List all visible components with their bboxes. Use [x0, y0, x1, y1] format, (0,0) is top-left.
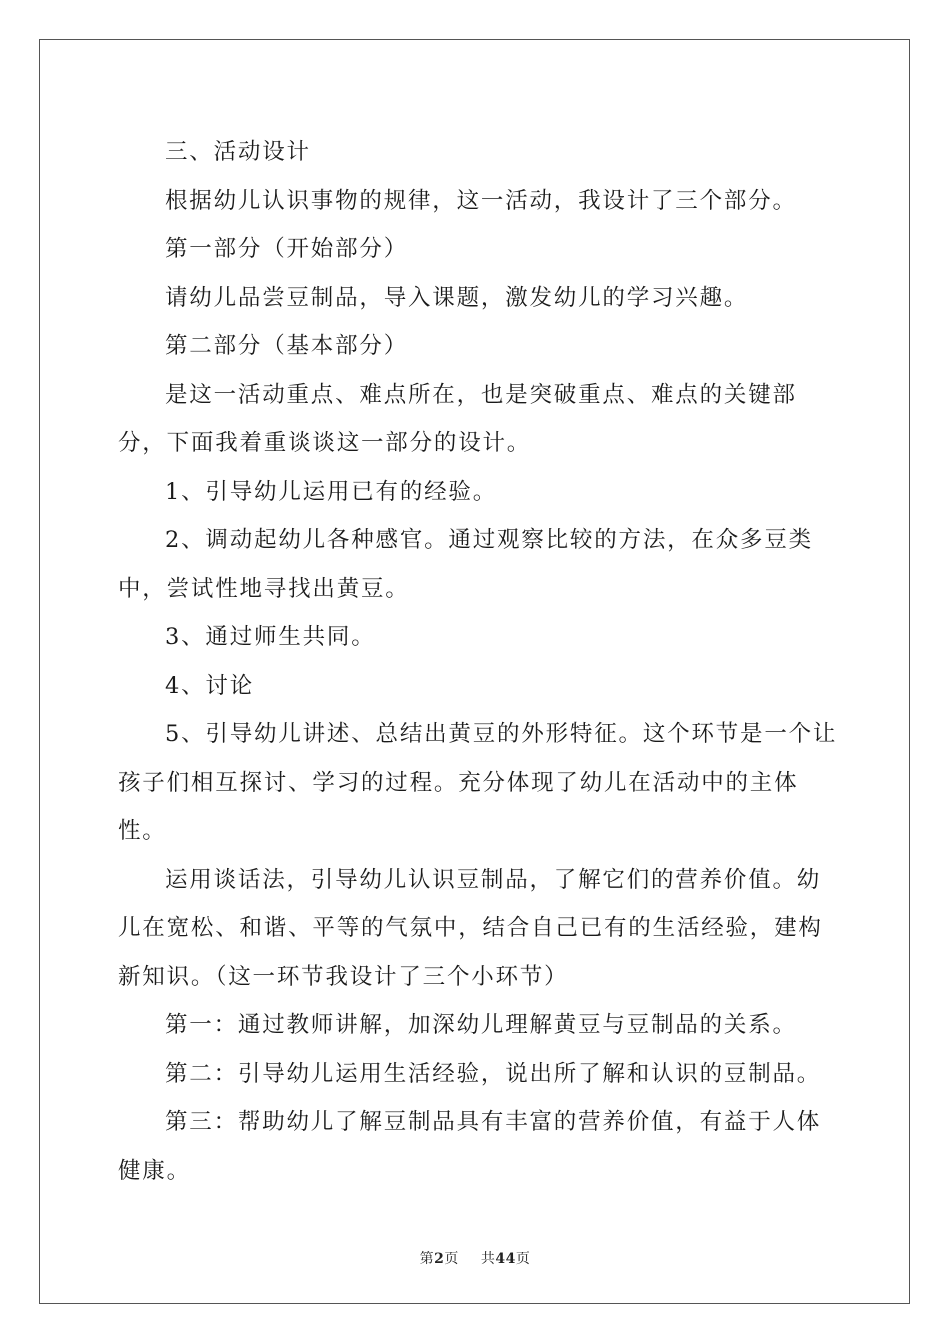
paragraph: 第一：通过教师讲解，加深幼儿理解黄豆与豆制品的关系。: [165, 1012, 797, 1038]
total-prefix: 共: [480, 1251, 496, 1267]
paragraph: 第三：帮助幼儿了解豆制品具有丰富的营养价值，有益于人体健康。: [118, 1109, 822, 1184]
page-suffix: 页: [444, 1251, 459, 1267]
paragraph: 运用谈话法，引导幼儿认识豆制品，了解它们的营养价值。幼儿在宽松、和谐、平等的气氛中，结合自己已有的生活经验，建构新知识。（这一环节我设计了三个小环节）: [118, 866, 823, 990]
page-footer: [0, 1248, 950, 1268]
document-body: [118, 128, 838, 1195]
paragraph-part-heading: 第二部分（基本部分）: [165, 333, 409, 359]
page-number: 2: [434, 1251, 445, 1267]
total-pages: 44: [495, 1251, 516, 1267]
paragraph-part-heading: 第一部分（开始部分）: [165, 236, 409, 262]
paragraph: 根据幼儿认识事物的规律，这一活动，我设计了三个部分。: [165, 187, 797, 214]
list-item: 4、讨论: [165, 672, 255, 699]
paragraph: 是这一活动重点、难点所在，也是突破重点、难点的关键部分，下面我着重谈谈这一部分的设计。: [118, 381, 797, 456]
list-item: 1、引导幼儿运用已有的经验。: [165, 478, 498, 505]
paragraph-section-heading: 三、活动设计: [165, 139, 311, 165]
paragraph: 请幼儿品尝豆制品，导入课题，激发幼儿的学习兴趣。: [165, 284, 749, 311]
paragraph: 第二：引导幼儿运用生活经验，说出所了解和认识的豆制品。: [165, 1060, 822, 1087]
total-suffix: 页: [515, 1251, 531, 1267]
list-item: 2、调动起幼儿各种感官。通过观察比较的方法，在众多豆类中，尝试性地寻找出黄豆。: [118, 527, 813, 602]
list-item: 5、引导幼儿讲述、总结出黄豆的外形特征。这个环节是一个让孩子们相互探讨、学习的过程。充分体现了幼儿在活动中的主体性。: [118, 721, 838, 844]
page-prefix: 第: [419, 1251, 435, 1267]
list-item: 3、通过师生共同。: [165, 624, 376, 650]
